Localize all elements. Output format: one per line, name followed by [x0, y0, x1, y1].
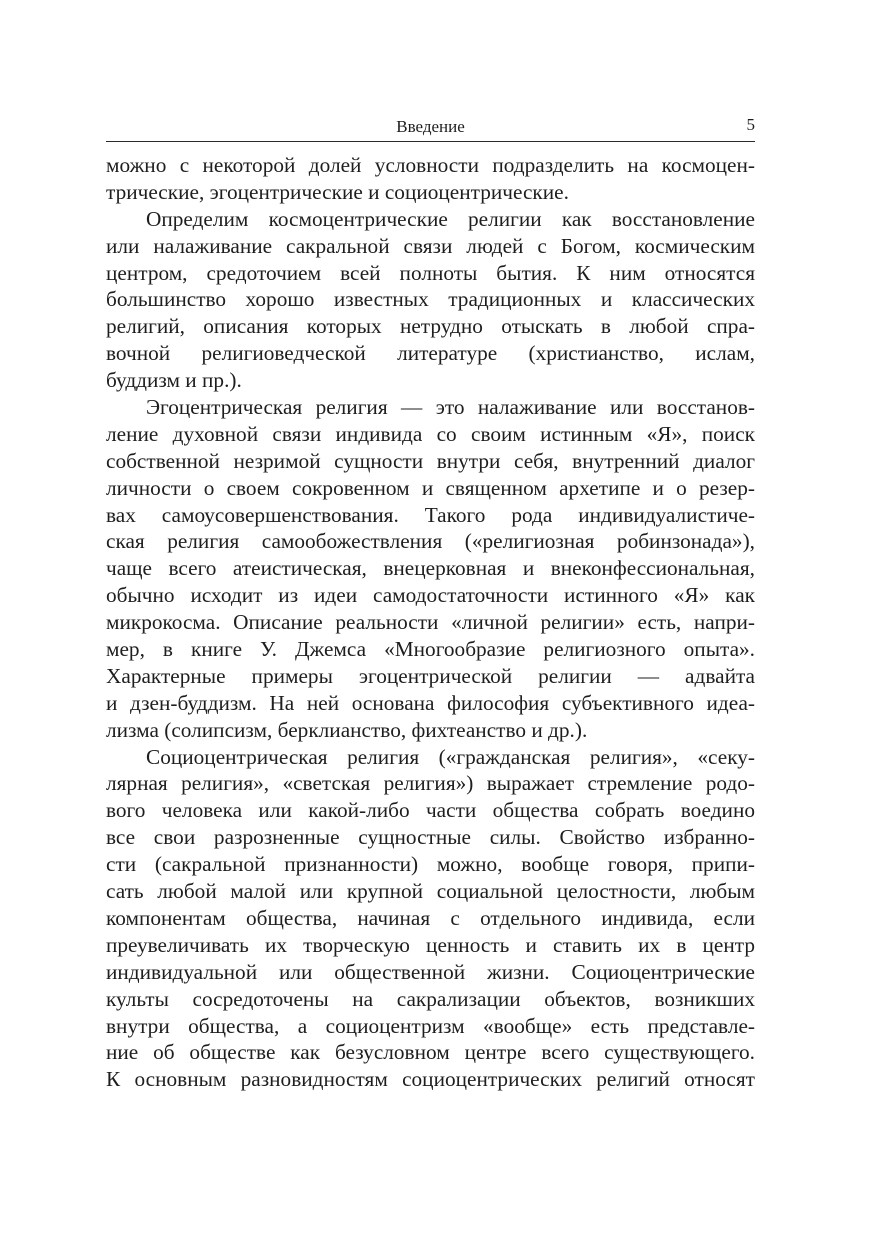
text-line: К основным разновидностям социоцентрических религий относят: [106, 1067, 755, 1092]
text-line: личности о своем сокровенном и священном архетипе и о резер-: [106, 475, 755, 500]
text-line: религий, описания которых нетрудно отыскать в любой спра-: [106, 314, 755, 339]
text-line: культы сосредоточены на сакрализации объектов, возникших: [106, 986, 755, 1011]
text-line: обычно исходит из идеи самодостаточности истинного «Я» как: [106, 583, 755, 608]
body-text: [106, 152, 755, 1093]
book-page: [106, 112, 755, 1093]
text-line: трические, эгоцентрические и социоцентрические.: [106, 179, 569, 204]
text-line: и дзен-буддизм. На ней основана философия субъективного идеа-: [106, 690, 755, 715]
text-line: лярная религия», «светская религия») выражает стремление родо-: [106, 771, 755, 796]
text-line: компонентам общества, начиная с отдельного индивида, если: [106, 905, 755, 930]
text-line: или налаживание сакральной связи людей с Богом, космическим: [106, 233, 755, 258]
text-line: буддизм и пр.).: [106, 368, 242, 393]
text-line: индивидуальной или общественной жизни. Социоцентрические: [106, 959, 755, 984]
text-line: вочной религиоведческой литературе (христианство, ислам,: [106, 341, 755, 366]
text-line: сать любой малой или крупной социальной целостности, любым: [106, 879, 755, 904]
chapter-title: Введение: [396, 117, 465, 136]
text-line: все свои разрозненные сущностные силы. Свойство избранно-: [106, 825, 755, 850]
text-line: ние об обществе как безусловном центре всего существующего.: [106, 1040, 755, 1065]
text-line: Эгоцентрическая религия — это налаживание или восстанов-: [146, 395, 755, 420]
text-line: центром, средоточием всей полноты бытия. К ним относятся: [106, 260, 755, 285]
text-line: вах самоусовершенствования. Такого рода индивидуалистиче-: [106, 502, 755, 527]
text-line: мер, в книге У. Джемса «Многообразие религиозного опыта».: [106, 637, 755, 662]
text-line: Характерные примеры эгоцентрической религии — адвайта: [106, 663, 755, 688]
page-number: 5: [746, 115, 755, 134]
text-line: ление духовной связи индивида со своим истинным «Я», поиск: [106, 421, 755, 446]
text-line: внутри общества, а социоцентризм «вообще» есть представле-: [106, 1013, 755, 1038]
text-line: лизма (солипсизм, берклианство, фихтеанство и др.).: [106, 717, 588, 742]
text-line: собственной незримой сущности внутри себя, внутренний диалог: [106, 448, 755, 473]
text-line: сти (сакральной признанности) можно, вообще говоря, припи-: [106, 852, 755, 877]
text-line: Определим космоцентрические религии как восстановление: [146, 206, 755, 231]
text-line: Социоцентрическая религия («гражданская религия», «секу-: [146, 744, 755, 769]
text-line: чаще всего атеистическая, внецерковная и внеконфессиональная,: [106, 556, 755, 581]
text-line: вого человека или какой-либо части общества собрать воедино: [106, 798, 755, 823]
text-line: большинство хорошо известных традиционных и классических: [106, 287, 755, 312]
text-line: ская религия самообожествления («религиозная робинзонада»),: [106, 529, 755, 554]
text-line: микрокосма. Описание реальности «личной религии» есть, напри-: [106, 610, 755, 635]
text-line: можно с некоторой долей условности подразделить на космоцен-: [106, 153, 755, 177]
text-line: преувеличивать их творческую ценность и ставить их в центр: [106, 932, 755, 957]
running-header: [106, 112, 755, 142]
